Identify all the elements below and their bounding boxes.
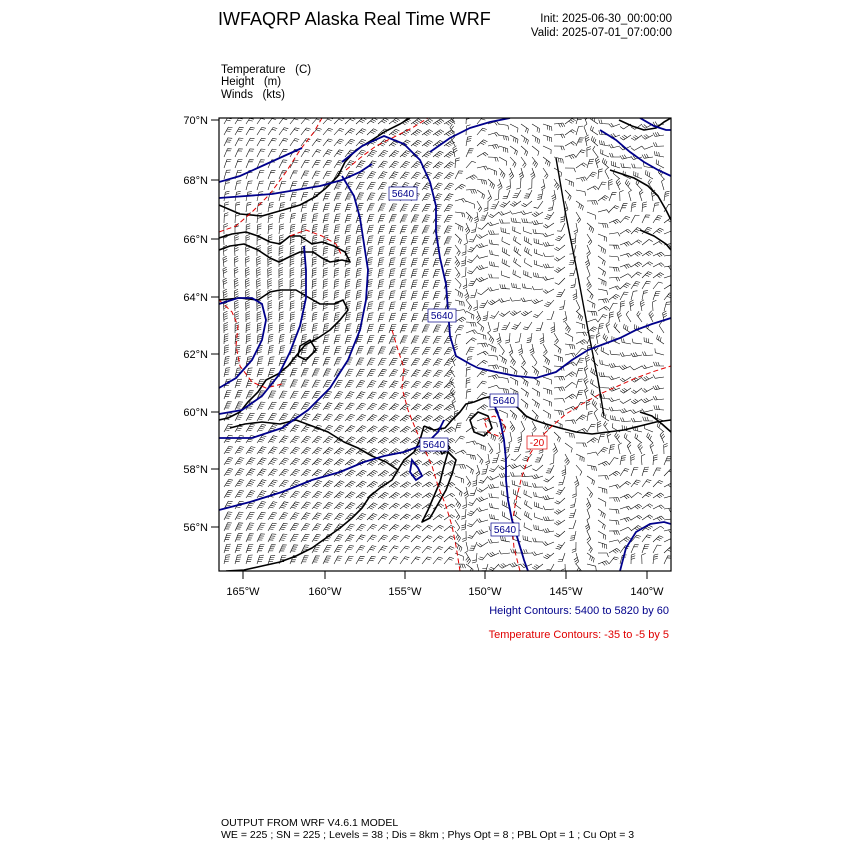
lon-label: 150°W: [468, 586, 502, 598]
model-settings: WE = 225 ; SN = 225 ; Levels = 38 ; Dis = 8km ; Phys Opt = 8 ; PBL Opt = 1 ; Cu Opt = 3: [221, 829, 635, 841]
lon-label: 160°W: [308, 586, 342, 598]
svg-text:-20: -20: [529, 438, 545, 449]
lon-label: 155°W: [388, 586, 422, 598]
lon-label: 140°W: [630, 586, 664, 598]
valid-time: Valid: 2025-07-01_07:00:00: [530, 27, 672, 39]
wind-barbs: [223, 113, 675, 575]
lat-label: 68°N: [183, 175, 208, 187]
init-time: Init: 2025-06-30_00:00:00: [540, 13, 672, 25]
svg-text:5640: 5640: [422, 440, 446, 451]
lat-label: 66°N: [183, 234, 208, 246]
svg-text:5640: 5640: [492, 396, 516, 407]
lat-label: 62°N: [183, 349, 208, 361]
lat-label: 56°N: [183, 522, 208, 534]
lat-label: 60°N: [183, 407, 208, 419]
svg-text:5640: 5640: [430, 311, 454, 322]
lon-label: 145°W: [549, 586, 583, 598]
map-title: IWFAQRP Alaska Real Time WRF: [218, 9, 491, 29]
height-label: [420, 438, 448, 451]
field-temperature: Temperature (C): [221, 64, 312, 76]
lat-label: 70°N: [183, 115, 208, 127]
svg-text:5640: 5640: [391, 189, 415, 200]
height-label: [428, 309, 456, 322]
model-info: OUTPUT FROM WRF V4.6.1 MODEL: [221, 817, 399, 829]
height-label: [491, 523, 519, 536]
lat-label: 64°N: [183, 292, 208, 304]
lat-axis: [183, 115, 219, 534]
svg-text:5640: 5640: [493, 525, 517, 536]
lat-label: 58°N: [183, 464, 208, 476]
height-contours: [219, 118, 671, 571]
temperature-label: [527, 436, 547, 449]
height-label: [389, 187, 417, 200]
lon-axis: [226, 571, 664, 598]
lon-label: 165°W: [226, 586, 260, 598]
temperature-contour-legend: Temperature Contours: -35 to -5 by 5: [488, 629, 669, 641]
field-height: Height (m): [221, 76, 282, 88]
field-winds: Winds (kts): [221, 89, 285, 101]
height-contour-legend: Height Contours: 5400 to 5820 by 60: [489, 605, 669, 617]
wind-barb-field: [223, 113, 675, 575]
height-label: [490, 394, 518, 407]
